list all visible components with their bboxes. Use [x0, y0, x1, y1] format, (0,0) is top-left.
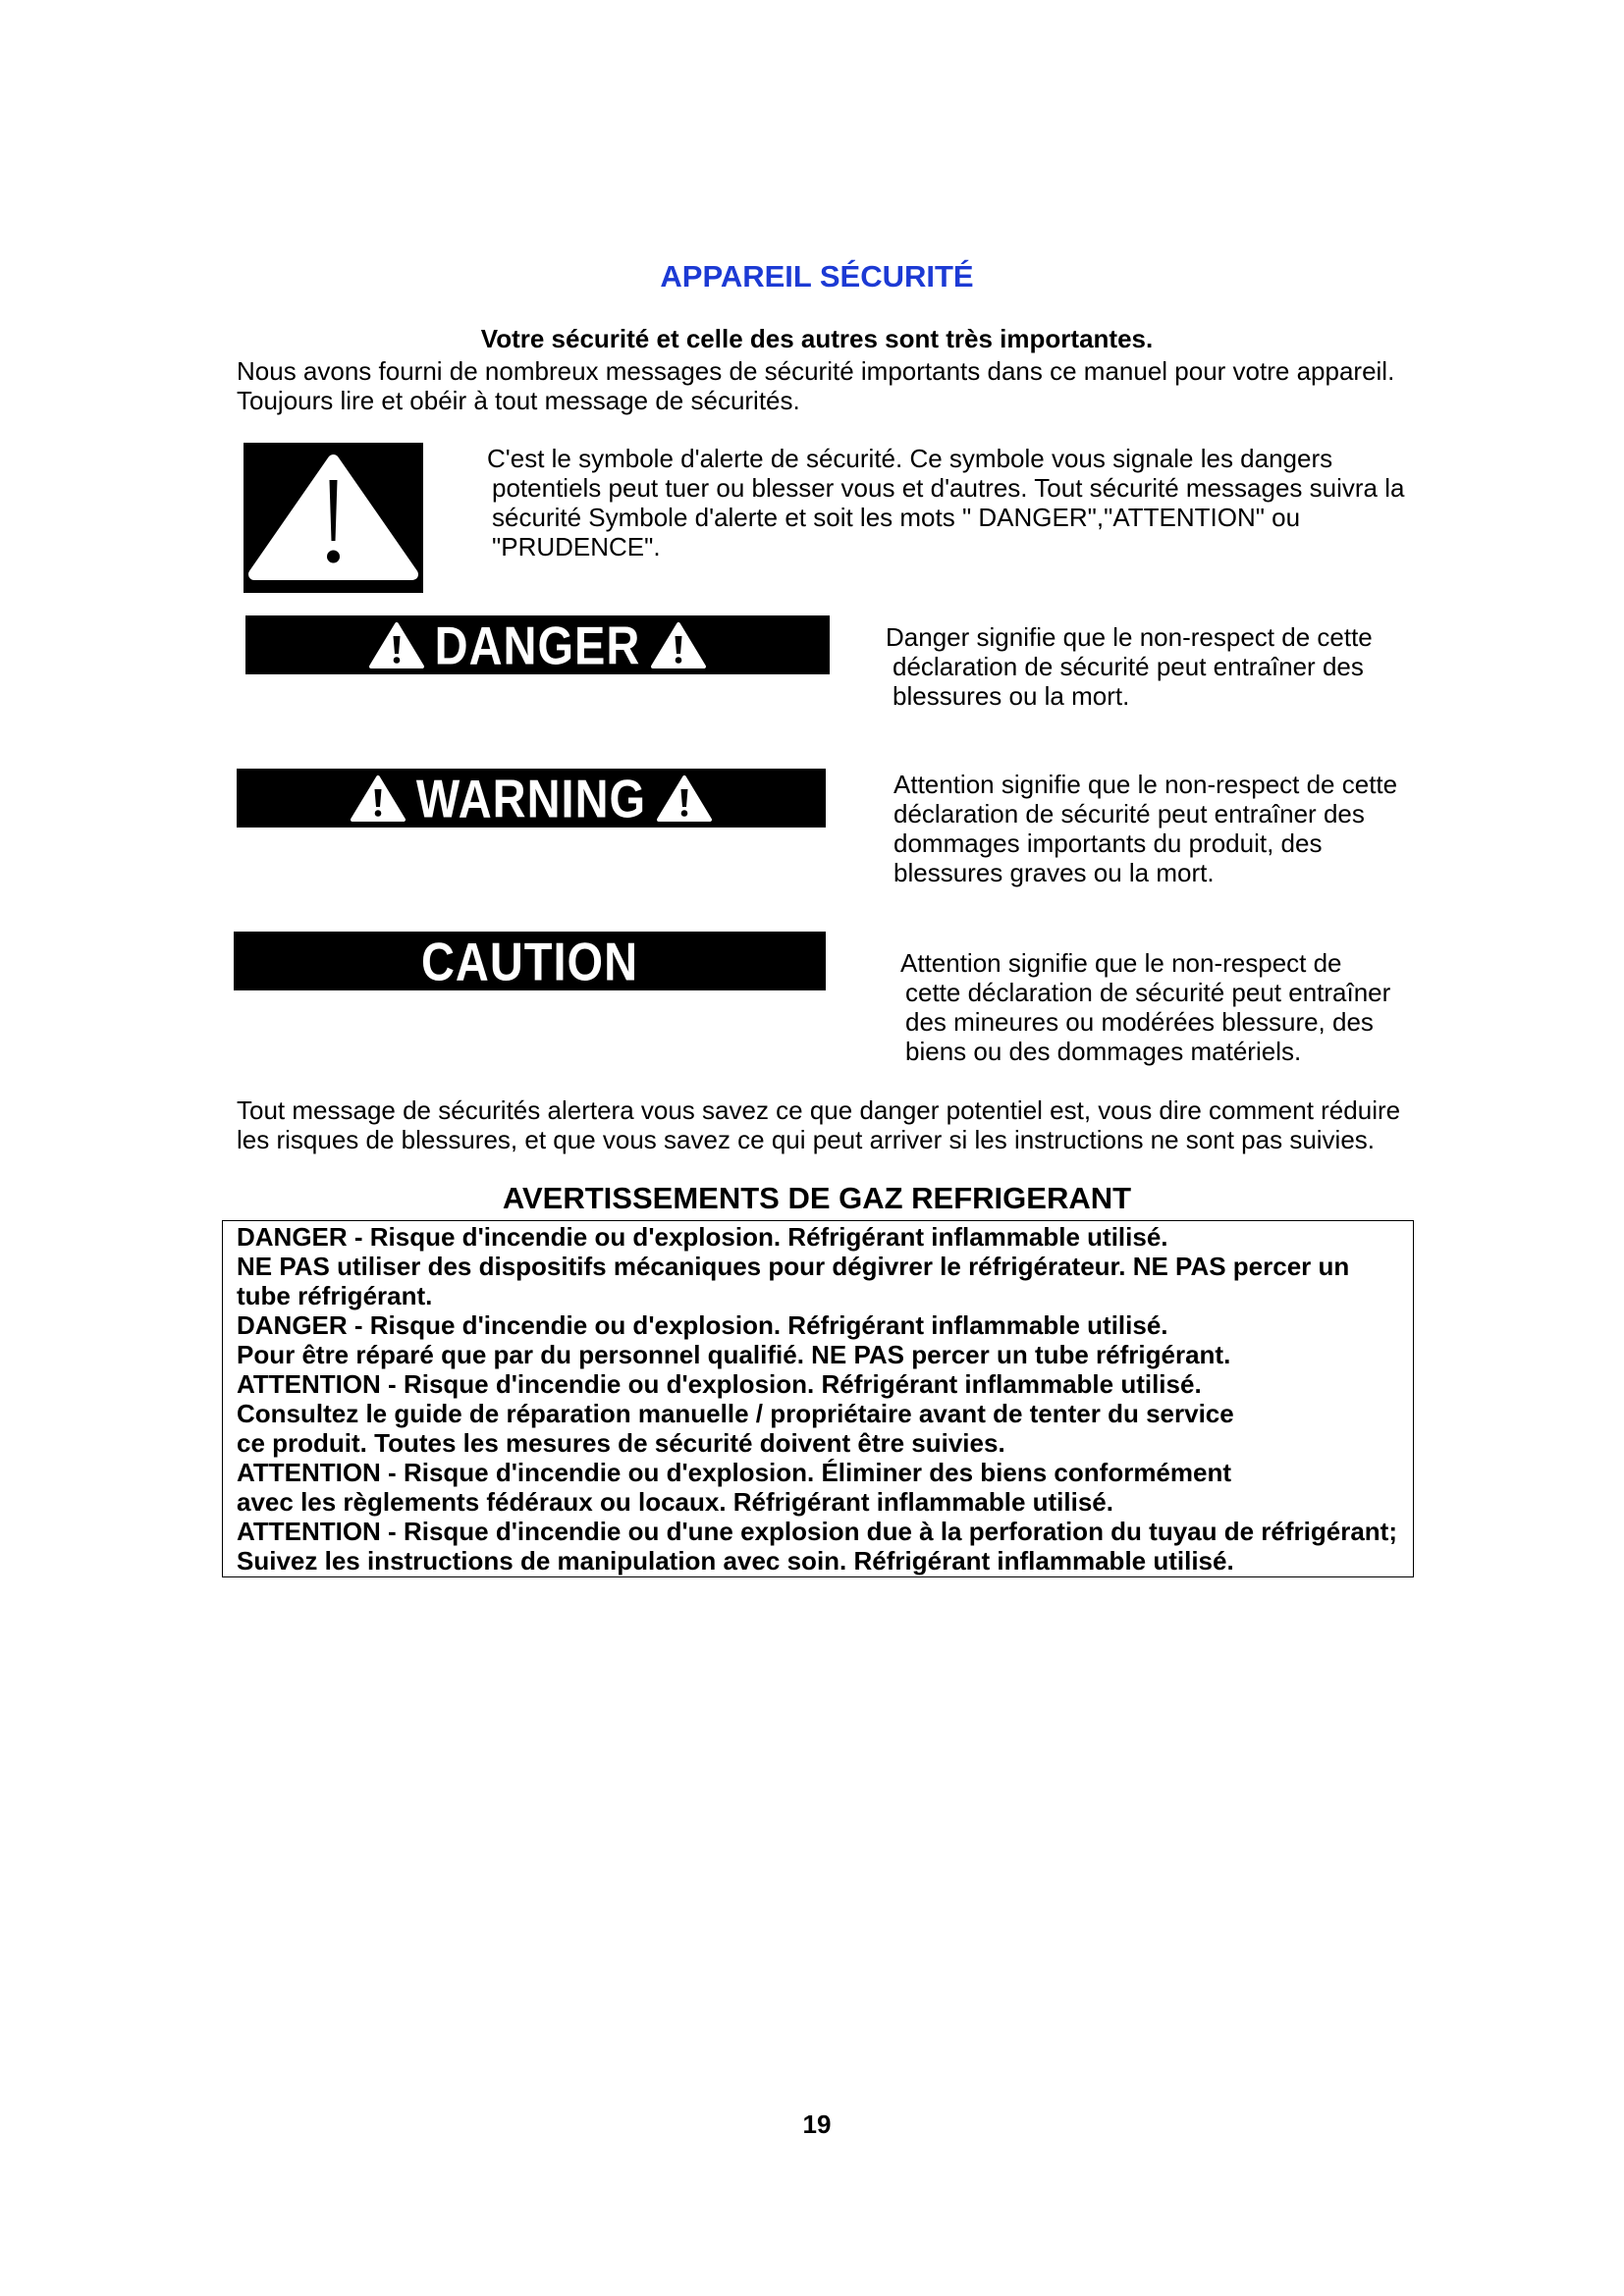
warning-triangle-icon	[650, 620, 707, 669]
warning-line: tube réfrigérant.	[237, 1281, 433, 1310]
description-line: déclaration de sécurité peut entraîner des	[893, 799, 1365, 828]
danger-description	[886, 622, 1373, 711]
page-subtitle: Votre sécurité et celle des autres sont très importantes.	[480, 324, 1154, 353]
caution-banner	[234, 932, 826, 990]
warning-line: ATTENTION - Risque d'incendie ou d'explosion. Réfrigérant inflammable utilisé.	[237, 1369, 1202, 1399]
description-line: biens ou des dommages matériels.	[905, 1037, 1302, 1066]
description-line: dommages importants du produit, des	[893, 828, 1323, 858]
warning-triangle-icon	[350, 774, 406, 823]
warning-line: DANGER - Risque d'incendie ou d'explosion. Réfrigérant inflammable utilisé.	[237, 1222, 1168, 1252]
warning-triangle-icon	[368, 620, 425, 669]
page-title: APPAREIL SÉCURITÉ	[660, 259, 974, 294]
page-number: 19	[802, 2109, 832, 2139]
description-line: blessures ou la mort.	[893, 681, 1130, 711]
description-line: cette déclaration de sécurité peut entraîner	[905, 978, 1391, 1007]
warning-line: ATTENTION - Risque d'incendie ou d'une explosion due à la perforation du tuyau de réfrigérant;	[237, 1517, 1397, 1546]
warning-line: Consultez le guide de réparation manuelle / propriétaire avant de tenter du service	[237, 1399, 1234, 1428]
refrigerant-heading: AVERTISSEMENTS DE GAZ REFRIGERANT	[502, 1181, 1132, 1215]
description-line: des mineures ou modérées blessure, des	[905, 1007, 1374, 1037]
description-line: déclaration de sécurité peut entraîner des	[893, 652, 1364, 681]
description-line: C'est le symbole d'alerte de sécurité. Ce symbole vous signale les dangers	[487, 444, 1333, 473]
description-line: potentiels peut tuer ou blesser vous et d'autres. Tout sécurité messages suivra la	[492, 473, 1405, 503]
closing-line: les risques de blessures, et que vous savez ce qui peut arriver si les instructions ne sont pas suivies.	[237, 1125, 1376, 1154]
intro-paragraph	[237, 356, 1394, 415]
description-line: sécurité Symbole d'alerte et soit les mots " DANGER","ATTENTION" ou	[492, 503, 1301, 532]
refrigerant-warning-box	[222, 1220, 1414, 1577]
warning-line: ce produit. Toutes les mesures de sécurité doivent être suivies.	[237, 1428, 1005, 1458]
safety-alert-symbol-icon	[244, 443, 423, 593]
warning-line: Suivez les instructions de manipulation avec soin. Réfrigérant inflammable utilisé.	[237, 1546, 1234, 1575]
banner-label: DANGER	[434, 614, 641, 675]
warning-line: DANGER - Risque d'incendie ou d'explosion. Réfrigérant inflammable utilisé.	[237, 1310, 1168, 1340]
safety-alert-description	[487, 444, 1404, 561]
description-line: Danger signifie que le non-respect de cette	[886, 622, 1373, 652]
description-line: "PRUDENCE".	[492, 532, 661, 561]
closing-line: Tout message de sécurités alertera vous savez ce que danger potentiel est, vous dire comment réduire	[237, 1095, 1401, 1125]
banner-label: CAUTION	[420, 931, 639, 991]
banner-label: WARNING	[415, 768, 647, 828]
safety-alert-symbol	[244, 443, 423, 593]
warning-line: NE PAS utiliser des dispositifs mécaniques pour dégivrer le réfrigérateur. NE PAS percer un	[237, 1252, 1350, 1281]
danger-banner	[245, 615, 830, 674]
warning-triangle-icon	[656, 774, 713, 823]
intro-line: Nous avons fourni de nombreux messages de sécurité importants dans ce manuel pour votre appareil.	[237, 356, 1395, 386]
description-line: blessures graves ou la mort.	[893, 858, 1215, 887]
warning-line: avec les règlements fédéraux ou locaux. Réfrigérant inflammable utilisé.	[237, 1487, 1113, 1517]
warning-line: ATTENTION - Risque d'incendie ou d'explosion. Éliminer des biens conformément	[237, 1458, 1232, 1487]
caution-description	[900, 948, 1390, 1066]
warning-line: Pour être réparé que par du personnel qualifié. NE PAS percer un tube réfrigérant.	[237, 1340, 1231, 1369]
warning-banner	[237, 769, 826, 828]
warning-description	[893, 770, 1397, 887]
intro-line: Toujours lire et obéir à tout message de sécurités.	[237, 386, 800, 415]
description-line: Attention signifie que le non-respect de	[900, 948, 1342, 978]
description-line: Attention signifie que le non-respect de cette	[893, 770, 1398, 799]
closing-paragraph	[237, 1095, 1400, 1154]
